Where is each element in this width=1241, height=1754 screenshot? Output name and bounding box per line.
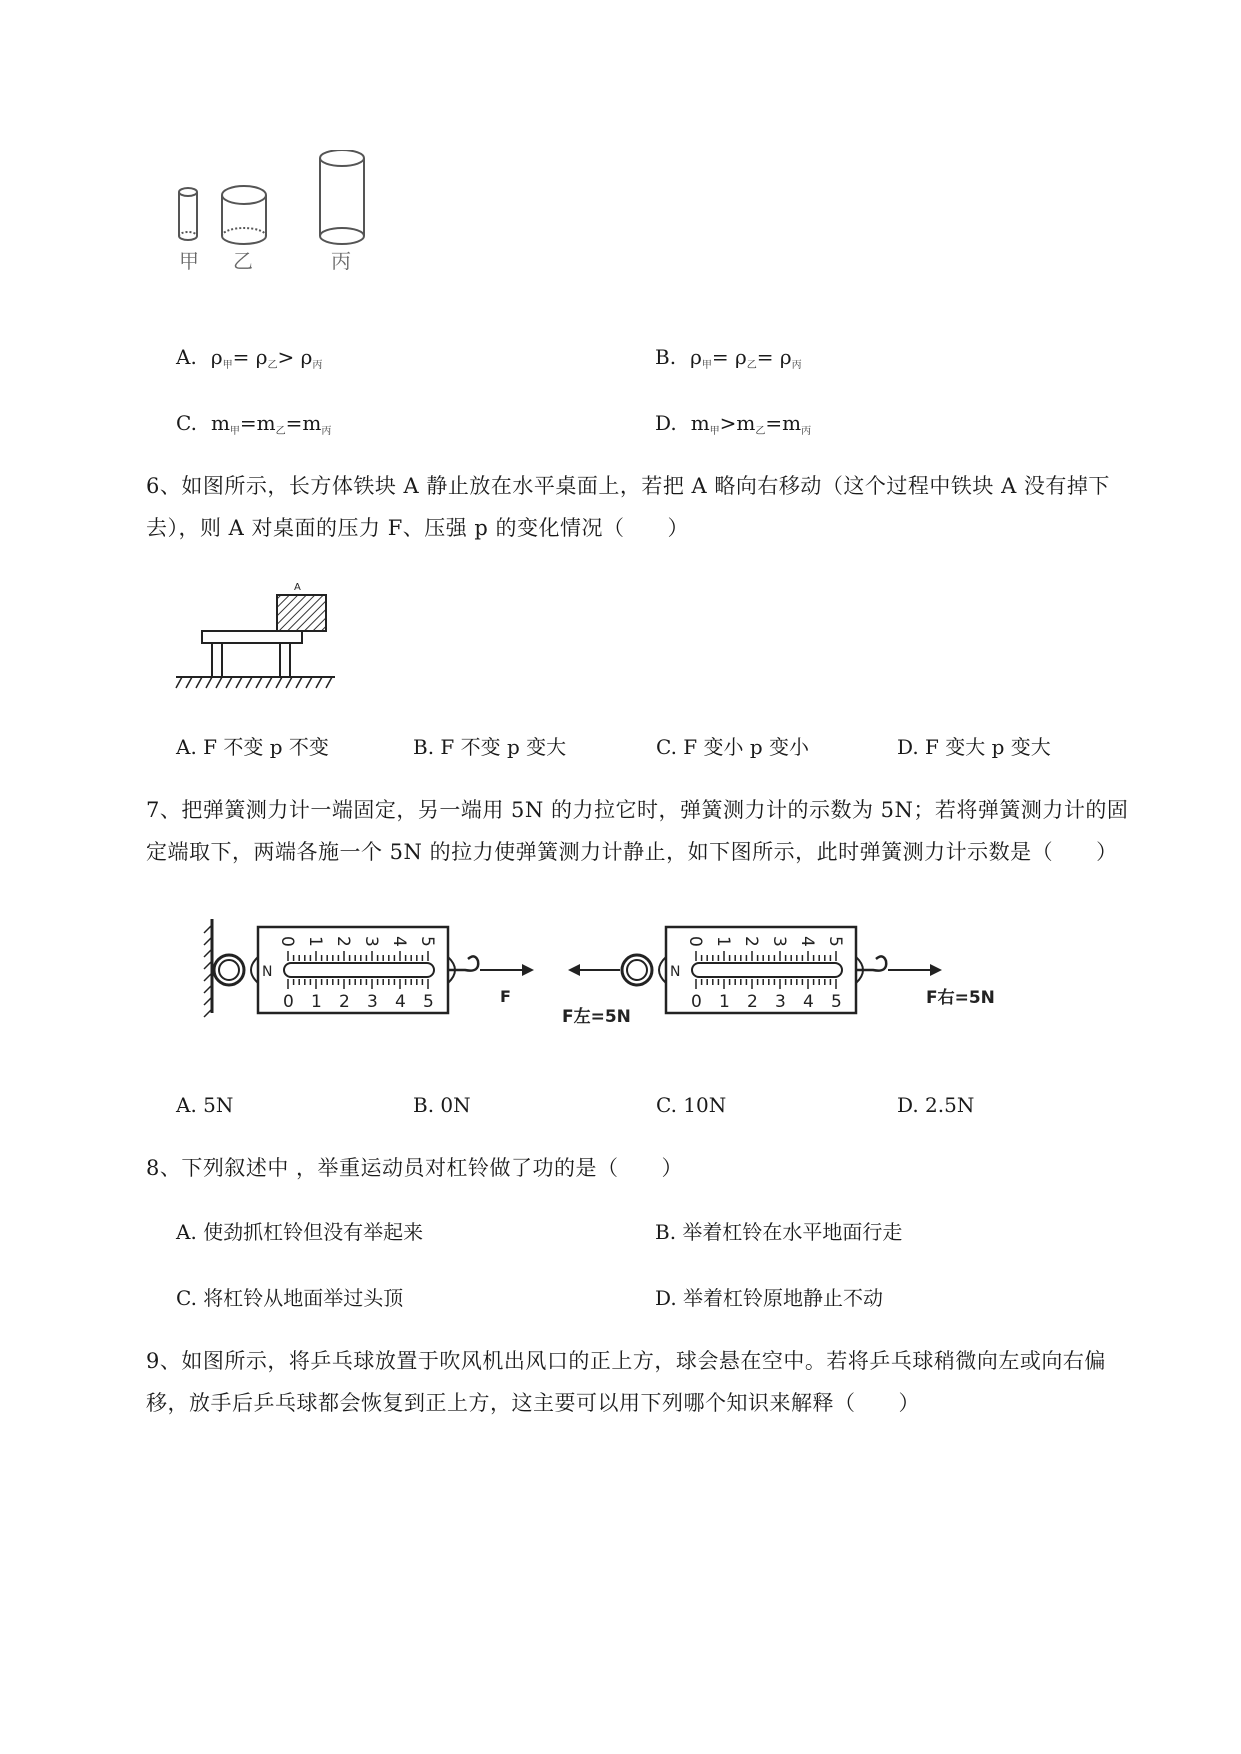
scale-number: 2 (333, 936, 353, 947)
q9-stem-line2: 移，放手后乒乓球都会恢复到正上方，这主要可以用下列哪个知识来解释（ ） (146, 1391, 920, 1415)
q7-stem-line2: 定端取下，两端各施一个 5N 的拉力使弹簧测力计静止，如下图所示，此时弹簧测力计示数是（ ） (146, 840, 1118, 864)
q6-option-b[interactable]: B. F 不变 p 变大 (413, 735, 567, 759)
scale-number: 3 (367, 992, 378, 1012)
scale-number: 4 (797, 936, 817, 947)
q7-option-c[interactable]: C. 10N (656, 1093, 727, 1117)
scale-number: 5 (825, 936, 845, 947)
scale-number: 5 (423, 992, 434, 1012)
q8-option-c[interactable]: C. 将杠铃从地面举过头顶 (176, 1286, 404, 1310)
scale-number: 2 (741, 936, 761, 947)
subscript: 乙 (746, 360, 757, 371)
q7-stem-line1: 7、把弹簧测力计一端固定，另一端用 5N 的力拉它时，弹簧测力计的示数为 5N；若将弹簧测力计的固 (146, 798, 1129, 822)
scale-number: 0 (283, 992, 294, 1012)
scale-unit-label: N (262, 964, 273, 980)
scale-number: 0 (277, 936, 297, 947)
q6-option-d[interactable]: D. F 变大 p 变大 (897, 735, 1051, 759)
scale-number: 3 (769, 936, 789, 947)
formula-text: ρ (690, 345, 702, 369)
formula-text: = ρ (711, 345, 747, 369)
q5-option-b[interactable]: B. $\rho_甲= \rho_乙= \rho_丙$ (655, 345, 802, 371)
formula-text: m (210, 411, 230, 435)
subscript: 乙 (755, 426, 766, 437)
formula-text: > ρ (277, 345, 313, 369)
scale-number: 3 (361, 936, 381, 947)
scale-number: 1 (311, 992, 322, 1012)
q5-option-d[interactable]: D. $m_甲>m_乙=m_丙$ (655, 411, 812, 437)
cylinder-label-yi: 乙 (233, 249, 253, 273)
formula-text: =m (765, 411, 802, 435)
force-right-label: F右=5N (926, 988, 995, 1008)
q5-option-a-text (211, 345, 323, 369)
q6-option-c[interactable]: C. F 变小 p 变小 (656, 735, 810, 759)
force-left-label: F左=5N (562, 1007, 631, 1027)
scale-unit-label-2: N (670, 964, 681, 980)
spring-scale-two-forces-figure (560, 915, 1010, 1035)
q8-option-a[interactable]: A. 使劲抓杠铃但没有举起来 (176, 1220, 424, 1244)
subscript: 甲 (709, 426, 720, 437)
formula-text: >m (719, 411, 756, 435)
formula-text: m (690, 411, 710, 435)
cylinders-figure (160, 150, 390, 300)
q8-option-b[interactable]: B. 举着杠铃在水平地面行走 (655, 1220, 903, 1244)
scale-number: 4 (803, 992, 814, 1012)
q6-stem-line1: 6、如图所示，长方体铁块 A 静止放在水平桌面上，若把 A 略向右移动（这个过程中铁块 A 没有掉下 (146, 474, 1110, 498)
q7-option-a[interactable]: A. 5N (176, 1093, 234, 1117)
q7-option-b[interactable]: B. 0N (413, 1093, 471, 1117)
table-block-figure (170, 578, 345, 693)
subscript: 甲 (701, 360, 712, 371)
scale-number: 0 (691, 992, 702, 1012)
spring-scale-fixed-figure (200, 915, 550, 1025)
q5-option-c-text (211, 411, 331, 435)
q9-stem-line1: 9、如图所示，将乒乓球放置于吹风机出风口的正上方，球会悬在空中。若将乒乓球稍微向左或向右偏 (146, 1349, 1106, 1373)
subscript: 丙 (791, 360, 802, 371)
formula-text: =m (239, 411, 276, 435)
force-label-f: F (500, 987, 511, 1006)
q8-option-d[interactable]: D. 举着杠铃原地静止不动 (655, 1286, 884, 1310)
cylinder-label-bing: 丙 (331, 249, 351, 273)
q5-option-c[interactable]: C. $m_甲=m_乙=m_丙$ (176, 411, 332, 437)
scale-number: 2 (747, 992, 758, 1012)
scale-number: 1 (719, 992, 730, 1012)
scale-number: 1 (305, 936, 325, 947)
subscript: 丙 (312, 360, 323, 371)
scale-number: 4 (395, 992, 406, 1012)
scale-number: 2 (339, 992, 350, 1012)
formula-text: = ρ (756, 345, 792, 369)
subscript: 甲 (222, 360, 233, 371)
q6-option-a[interactable]: A. F 不变 p 不变 (176, 735, 329, 759)
subscript: 乙 (267, 360, 278, 371)
scale-number: 4 (389, 936, 409, 947)
subscript: 甲 (229, 426, 240, 437)
q5-option-d-text (691, 411, 811, 435)
q7-stem (146, 789, 1146, 873)
subscript: 丙 (321, 426, 332, 437)
scale-number: 5 (831, 992, 842, 1012)
q5-option-a[interactable]: A. $\rho_甲= \rho_乙> \rho_丙$ (176, 345, 323, 371)
formula-text: =m (285, 411, 322, 435)
cylinder-label-jia: 甲 (179, 249, 199, 273)
q5-option-b-text (690, 345, 802, 369)
subscript: 乙 (275, 426, 286, 437)
formula-text: ρ (210, 345, 223, 369)
q7-option-d[interactable]: D. 2.5N (897, 1093, 975, 1117)
scale-number: 3 (775, 992, 786, 1012)
q6-stem (146, 465, 1146, 549)
scale-number: 0 (685, 936, 705, 947)
scale-number: 1 (713, 936, 733, 947)
q9-stem (146, 1340, 1146, 1424)
subscript: 丙 (801, 426, 812, 437)
block-label: A (294, 582, 301, 593)
q8-stem: 8、下列叙述中 ，举重运动员对杠铃做了功的是（ ） (146, 1156, 684, 1180)
q6-stem-line2: 去），则 A 对桌面的压力 F、压强 p 的变化情况（ ） (146, 516, 690, 540)
scale-number: 5 (417, 936, 437, 947)
formula-text: = ρ (232, 345, 268, 369)
